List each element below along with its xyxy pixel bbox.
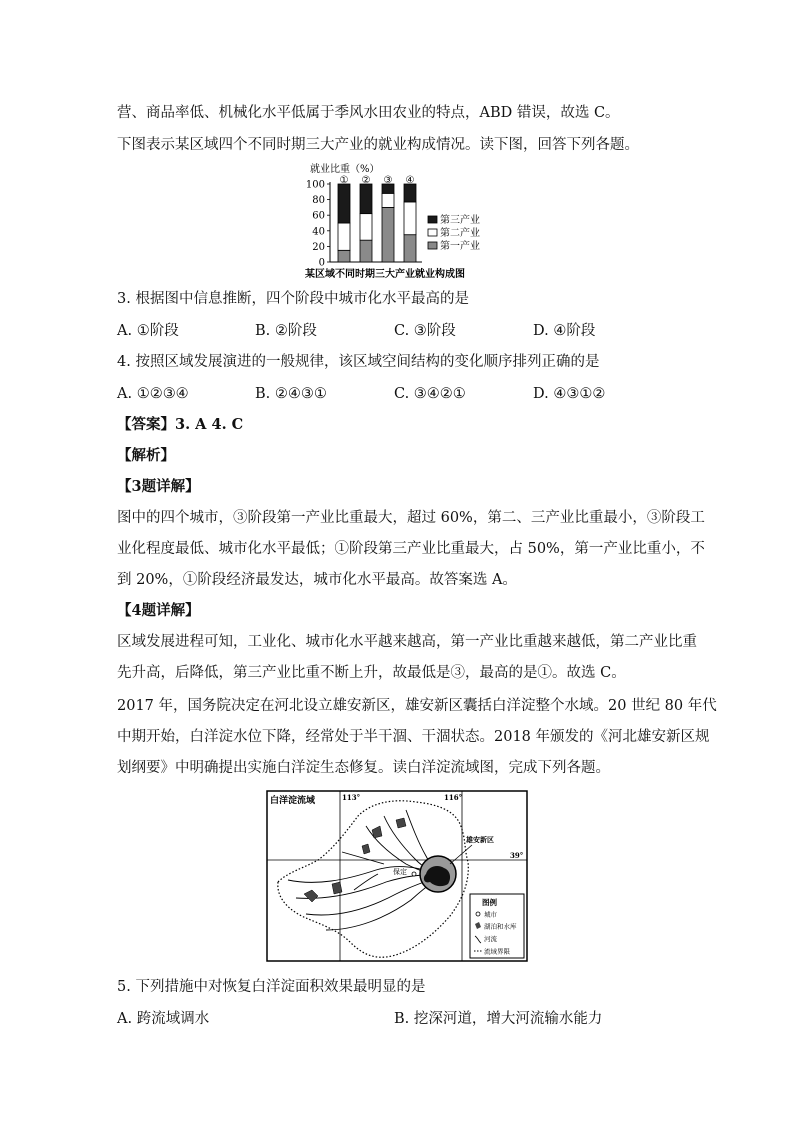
xiongan-label: 雄安新区 (466, 835, 494, 844)
text-line: 营、商品率低、机械化水平低属于季风水田农业的特点，ABD 错误，故选 C。 (117, 105, 620, 121)
answer-line: 【答案】3. A 4. C (117, 416, 244, 433)
legend-label: 第二产业 (440, 228, 480, 239)
y-tick-label: 60 (312, 210, 325, 222)
q4-option-d[interactable]: D. ④③①② (533, 386, 606, 402)
city-symbol (476, 912, 480, 916)
legend-city: 城市 (484, 910, 497, 919)
q3-option-b[interactable]: B. ②阶段 (255, 323, 317, 339)
legend-river: 河流 (484, 935, 497, 943)
map-title: 白洋淀流域 (270, 796, 316, 806)
y-tick-label: 80 (312, 195, 325, 207)
y-tick-label: 20 (312, 241, 325, 253)
category-label: ④ (405, 175, 415, 186)
y-tick-label: 40 (312, 226, 325, 238)
q4-option-b[interactable]: B. ②④③① (255, 386, 327, 402)
passage-text: 2017 年，国务院决定在河北设立雄安新区，雄安新区囊括白洋淀整个水域。20 世纪 80 年代 (117, 698, 717, 714)
bar-segment (360, 184, 372, 214)
bar-segment (404, 235, 416, 262)
analysis-heading: 【解析】 (117, 447, 175, 464)
lon-113-label: 113° (342, 793, 361, 802)
q4-option-c[interactable]: C. ③④②① (394, 386, 466, 402)
q3-option-d[interactable]: D. ④阶段 (533, 323, 596, 339)
q3-option-a[interactable]: A. ①阶段 (117, 323, 179, 339)
bar-segment (338, 250, 350, 262)
baiyangdian-basin-map (266, 790, 528, 962)
q4-detail-text: 先升高，后降低，第三产业比重不断上升，故最低是③，最高的是①。故选 C。 (117, 665, 626, 681)
legend-title: 图例 (482, 898, 497, 907)
legend-boundary: 流域界限 (484, 947, 510, 956)
legend-label: 第三产业 (440, 215, 480, 226)
bar-segment (338, 223, 350, 250)
y-axis-label: 就业比重（%） (310, 164, 380, 175)
bar-segment (404, 202, 416, 235)
bar-segment (404, 184, 416, 202)
q3-detail-text: 图中的四个城市，③阶段第一产业比重最大，超过 60%，第二、三产业比重最小，③阶段工 (117, 510, 705, 526)
question-4: 4. 按照区域发展演进的一般规律，该区域空间结构的变化顺序排列正确的是 (117, 354, 600, 370)
q3-detail-heading: 【3题详解】 (117, 478, 200, 495)
lat-39-label: 39° (510, 851, 524, 860)
q3-option-c[interactable]: C. ③阶段 (394, 323, 456, 339)
passage-text: 划纲要》中明确提出实施白洋淀生态修复。读白洋淀流域图，完成下列各题。 (117, 760, 610, 776)
q4-detail-text: 区域发展进程可知，工业化、城市化水平越来越高，第一产业比重越来越低，第二产业比重 (117, 634, 697, 650)
legend-label: 第一产业 (440, 241, 480, 252)
bar-segment (382, 193, 394, 207)
bar-segment (382, 207, 394, 262)
bar-segment (360, 214, 372, 241)
q4-detail-heading: 【4题详解】 (117, 602, 200, 619)
legend-swatch (428, 229, 437, 236)
category-label: ① (339, 175, 349, 186)
question-3: 3. 根据图中信息推断，四个阶段中城市化水平最高的是 (117, 291, 469, 307)
city-marker (412, 872, 416, 876)
legend-swatch (428, 216, 437, 223)
q5-option-a[interactable]: A. 跨流域调水 (117, 1011, 210, 1027)
y-tick-label: 0 (318, 257, 325, 269)
category-label: ② (361, 175, 371, 186)
bar-segment (338, 184, 350, 223)
y-tick-label: 100 (305, 179, 325, 191)
bar-segment (360, 240, 372, 262)
question-5: 5. 下列措施中对恢复白洋淀面积效果最明显的是 (117, 979, 426, 995)
category-label: ③ (383, 175, 393, 186)
q3-detail-text: 业化程度最低、城市化水平最低；①阶段第三产业比重最大，占 50%，第一产业比重小，不 (117, 541, 705, 557)
q5-option-b[interactable]: B. 挖深河道，增大河流输水能力 (394, 1011, 603, 1027)
legend-swatch (428, 242, 437, 249)
employment-structure-chart (300, 160, 500, 282)
q3-detail-text: 到 20%，①阶段经济最发达，城市化水平最高。故答案选 A。 (117, 572, 517, 588)
q4-option-a[interactable]: A. ①②③④ (117, 386, 189, 402)
passage-text: 中期开始，白洋淀水位下降，经常处于半干涸、干涸状态。2018 年颁发的《河北雄安新区规 (117, 729, 710, 745)
text-line: 下图表示某区域四个不同时期三大产业的就业构成情况。读下图，回答下列各题。 (117, 137, 639, 153)
legend-lake: 湖泊和水库 (484, 922, 517, 931)
lon-116-label: 116° (444, 793, 463, 802)
chart-title: 某区域不同时期三大产业就业构成图 (305, 269, 465, 280)
city-label: 保定 (393, 868, 407, 876)
